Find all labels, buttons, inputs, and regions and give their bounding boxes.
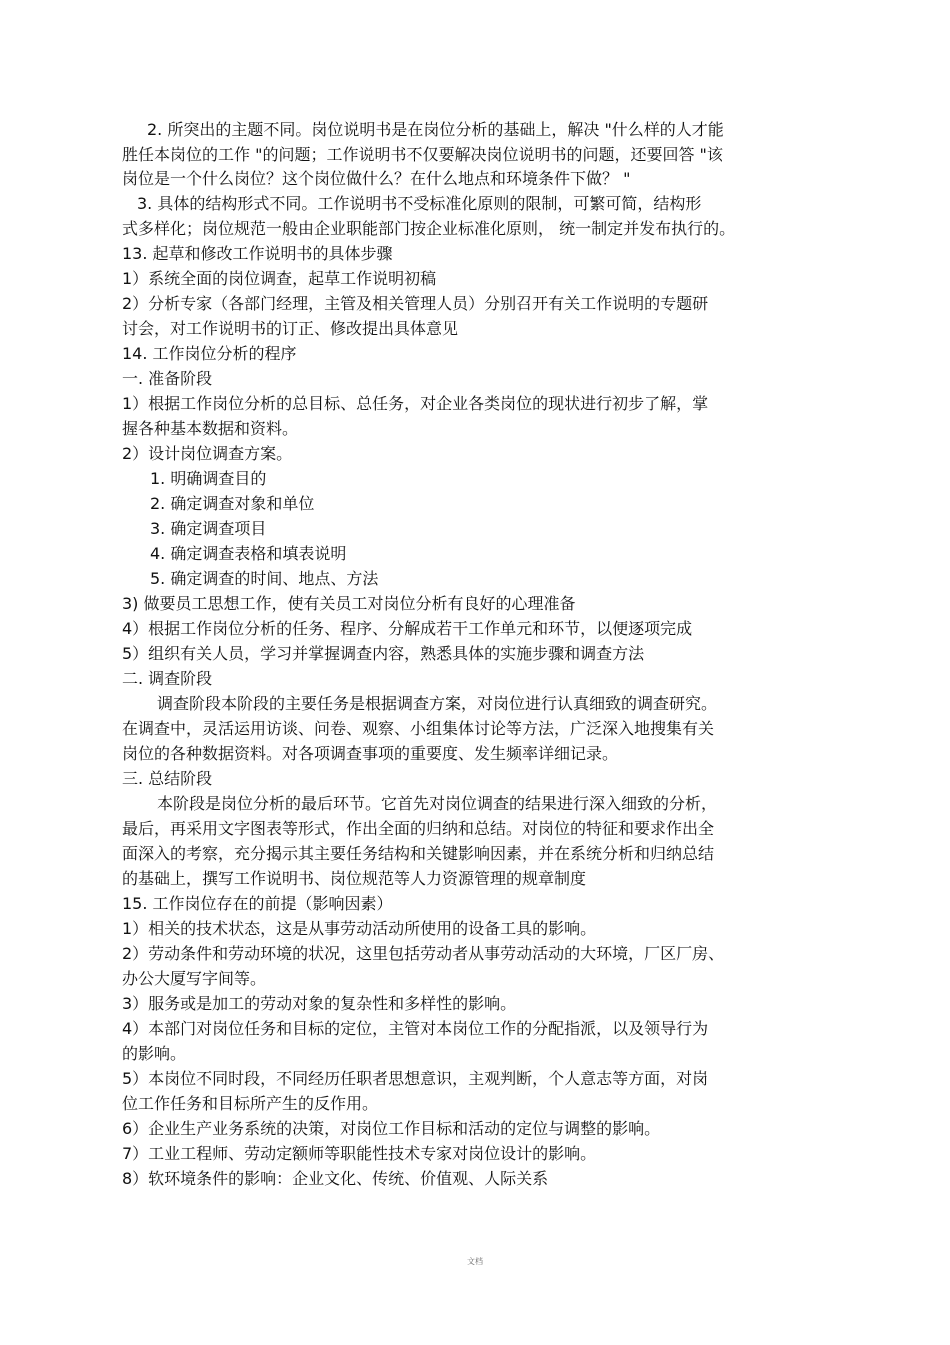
section-heading: 14. 工作岗位分析的程序 [122,344,297,363]
list-item: 5）组织有关人员，学习并掌握调查内容，熟悉具体的实施步骤和调查方法 [122,644,645,663]
subsection-heading: 三. 总结阶段 [122,769,213,788]
page-footer: 文档 [467,1257,483,1266]
text-line: 握各种基本数据和资料。 [122,419,299,438]
text-line: 本阶段是岗位分析的最后环节。它首先对岗位调查的结果进行深入细致的分析， [157,794,718,813]
list-item: 3) 做要员工思想工作，使有关员工对岗位分析有良好的心理准备 [122,594,576,613]
list-item: 2）设计岗位调查方案。 [122,444,293,463]
list-item: 7）工业工程师、劳动定额师等职能性技术专家对岗位设计的影响。 [122,1144,597,1163]
subsection-heading: 二. 调查阶段 [122,669,213,688]
sub-list-item: 2. 确定调查对象和单位 [150,494,315,513]
text-line: 胜任本岗位的工作 "的问题；工作说明书不仅要解决岗位说明书的问题，还要回答 "该 [122,145,723,164]
list-item: 8）软环境条件的影响：企业文化、传统、价值观、人际关系 [122,1169,549,1188]
text-line: 3. 具体的结构形式不同。工作说明书不受标准化原则的限制，可繁可简，结构形 [137,194,702,213]
sub-list-item: 4. 确定调查表格和填表说明 [150,544,347,563]
text-line: 岗位是一个什么岗位？这个岗位做什么？在什么地点和环境条件下做？ " [122,169,631,188]
list-item: 4）本部门对岗位任务和目标的定位，主管对本岗位工作的分配指派，以及领导行为 [122,1019,709,1038]
list-item: 6）企业生产业务系统的决策，对岗位工作目标和活动的定位与调整的影响。 [122,1119,661,1138]
list-item: 3）服务或是加工的劳动对象的复杂性和多样性的影响。 [122,994,517,1013]
list-item: 2）分析专家（各部门经理，主管及相关管理人员）分别召开有关工作说明的专题研 [122,294,709,313]
subsection-heading: 一. 准备阶段 [122,369,213,388]
text-line: 最后，再采用文字图表等形式，作出全面的归纳和总结。对岗位的特征和要求作出全 [122,819,715,838]
sub-list-item: 3. 确定调查项目 [150,519,267,538]
text-line: 办公大厦写字间等。 [122,969,267,988]
text-line: 面深入的考察，充分揭示其主要任务结构和关键影响因素，并在系统分析和归纳总结 [122,844,715,863]
text-line: 调查阶段本阶段的主要任务是根据调查方案，对岗位进行认真细致的调查研究。 [157,694,718,713]
list-item: 4）根据工作岗位分析的任务、程序、分解成若干工作单元和环节，以便逐项完成 [122,619,693,638]
text-line: 在调查中，灵活运用访谈、问卷、观察、小组集体讨论等方法，广泛深入地搜集有关 [122,719,715,738]
section-heading: 15. 工作岗位存在的前提（影响因素） [122,894,393,913]
list-item: 1）系统全面的岗位调查，起草工作说明初稿 [122,269,437,288]
text-line: 岗位的各种数据资料。对各项调查事项的重要度、发生频率详细记录。 [122,744,619,763]
text-line: 式多样化；岗位规范一般由企业职能部门按企业标准化原则， 统一制定并发布执行的。 [122,219,736,238]
text-line: 的基础上，撰写工作说明书、岗位规范等人力资源管理的规章制度 [122,869,587,888]
list-item: 1）根据工作岗位分析的总目标、总任务，对企业各类岗位的现状进行初步了解，掌 [122,394,709,413]
text-line: 的影响。 [122,1044,187,1063]
list-item: 1）相关的技术状态，这是从事劳动活动所使用的设备工具的影响。 [122,919,597,938]
list-item: 5）本岗位不同时段，不同经历任职者思想意识，主观判断，个人意志等方面，对岗 [122,1069,709,1088]
text-line: 位工作任务和目标所产生的反作用。 [122,1094,379,1113]
sub-list-item: 5. 确定调查的时间、地点、方法 [150,569,379,588]
sub-list-item: 1. 明确调查目的 [150,469,267,488]
text-line: 讨会，对工作说明书的订正、修改提出具体意见 [122,319,459,338]
section-heading: 13. 起草和修改工作说明书的具体步骤 [122,244,393,263]
text-line: 2. 所突出的主题不同。岗位说明书是在岗位分析的基础上，解决 "什么样的人才能 [147,120,724,139]
list-item: 2）劳动条件和劳动环境的状况，这里包括劳动者从事劳动活动的大环境，厂区厂房、 [122,944,725,963]
